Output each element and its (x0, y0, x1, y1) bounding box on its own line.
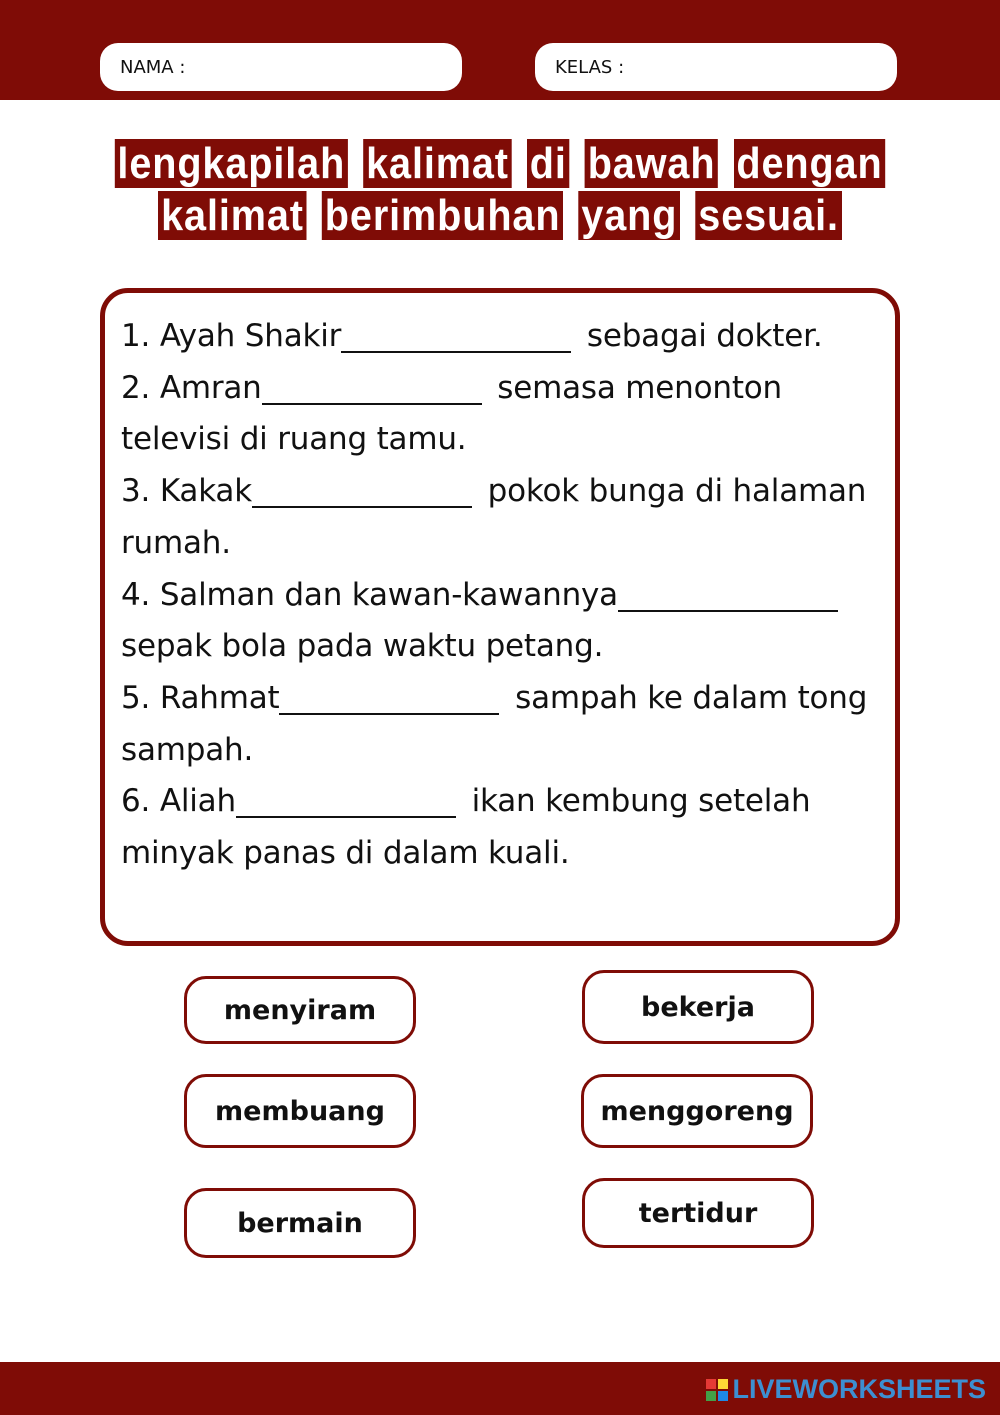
kelas-field[interactable] (535, 43, 897, 91)
title-word: dengan (734, 139, 886, 188)
instruction-title (50, 138, 950, 242)
answer-blank-4[interactable] (618, 584, 838, 612)
question-6 (121, 776, 879, 879)
liveworksheets-icon (706, 1379, 728, 1401)
answer-blank-1[interactable] (341, 325, 571, 353)
title-word: bawah (585, 139, 718, 188)
answer-blank-5[interactable] (279, 687, 499, 715)
question-text-after: sepak bola pada waktu petang. (121, 628, 604, 665)
question-4 (121, 570, 879, 673)
title-word: lengkapilah (115, 139, 348, 188)
word-option-bermain[interactable]: bermain (184, 1188, 416, 1258)
liveworksheets-logo (706, 1374, 986, 1405)
answer-blank-6[interactable] (236, 790, 456, 818)
word-option-menggoreng[interactable]: menggoreng (581, 1074, 813, 1148)
kelas-label: KELAS : (555, 56, 625, 78)
question-3 (121, 466, 879, 569)
question-text-before: 3. Kakak (121, 473, 252, 510)
question-text-before: 1. Ayah Shakir (121, 318, 342, 354)
word-option-menyiram[interactable]: menyiram (184, 976, 416, 1044)
nama-field[interactable] (100, 43, 462, 91)
nama-label: NAMA : (120, 56, 186, 78)
word-option-tertidur[interactable]: tertidur (582, 1178, 814, 1248)
title-word: sesuai. (696, 191, 842, 240)
title-word: kalimat (158, 191, 306, 240)
answer-blank-2[interactable] (262, 377, 482, 405)
nama-input[interactable] (193, 56, 446, 79)
question-text-before: 2. Amran (121, 369, 262, 406)
title-word: yang (579, 191, 680, 240)
title-line-2 (50, 190, 950, 242)
question-text-after: semasa menonton televisi di ruang tamu. (121, 369, 782, 458)
title-word: berimbuhan (322, 191, 563, 240)
question-text-after: sebagai dokter. (577, 318, 823, 354)
question-text-after: ikan kembung setelah minyak panas di dalam kuali. (121, 783, 811, 872)
title-word: kalimat (363, 139, 511, 188)
question-2 (121, 363, 879, 466)
liveworksheets-brand: LIVEWORKSHEETS (732, 1374, 986, 1404)
answer-blank-3[interactable] (252, 480, 472, 508)
question-text-after: pokok bunga di halaman rumah. (121, 473, 867, 561)
word-option-bekerja[interactable]: bekerja (582, 970, 814, 1044)
title-line-1 (50, 138, 950, 190)
kelas-input[interactable] (632, 56, 881, 79)
question-text-before: 6. Aliah (121, 783, 236, 820)
question-1 (121, 311, 879, 363)
questions-card (100, 288, 900, 946)
question-5 (121, 673, 879, 776)
question-text-before: 4. Salman dan kawan-kawannya (121, 576, 618, 613)
title-word: di (527, 139, 569, 188)
question-text-before: 5. Rahmat (121, 679, 280, 716)
question-text-after: sampah ke dalam tong sampah. (121, 679, 868, 768)
word-option-membuang[interactable]: membuang (184, 1074, 416, 1148)
